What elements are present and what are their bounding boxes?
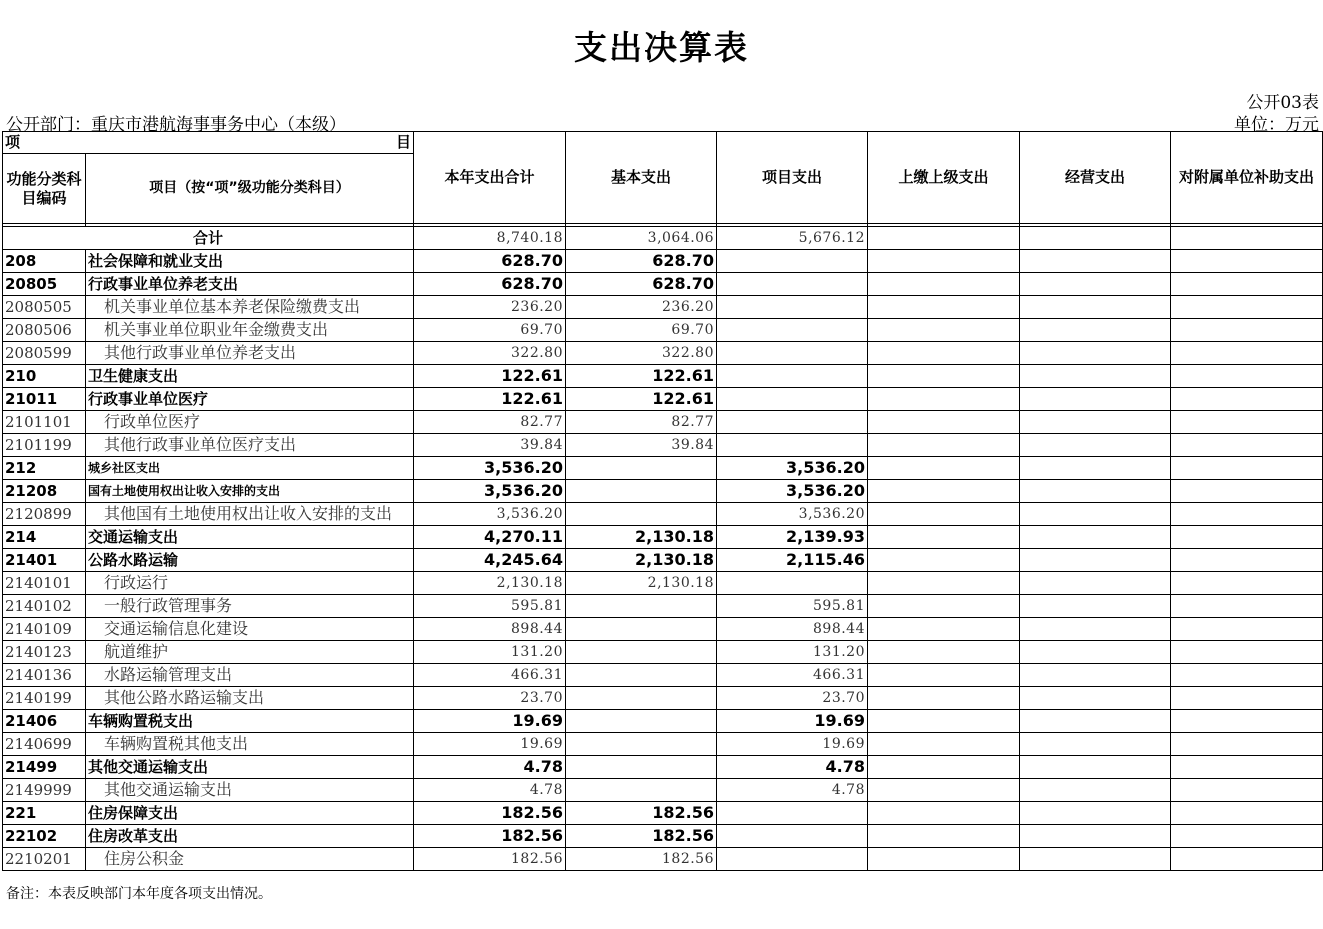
footnote: 备注：本表反映部门本年度各项支出情况。 [6,886,272,902]
row-project [717,388,868,411]
row-project: 595.81 [717,595,868,618]
row-upper [868,480,1020,503]
row-code: 212 [3,457,86,480]
row-upper [868,756,1020,779]
row-total: 19.69 [414,733,566,756]
table-row [3,802,1323,825]
row-project [717,848,868,871]
total-header: 本年支出合计 [414,132,566,224]
row-code: 208 [3,250,86,273]
total-basic: 3,064.06 [566,227,717,250]
row-project: 4.78 [717,779,868,802]
row-code: 22102 [3,825,86,848]
row-code: 21011 [3,388,86,411]
row-upper [868,664,1020,687]
row-name: 机关事业单位基本养老保险缴费支出 [86,296,414,319]
row-project: 19.69 [717,710,868,733]
row-basic: 2,130.18 [566,572,717,595]
row-name: 交通运输支出 [86,526,414,549]
total-business [1020,227,1171,250]
row-basic [566,733,717,756]
table-row [3,572,1323,595]
row-project [717,319,868,342]
row-business [1020,434,1171,457]
row-total: 69.70 [414,319,566,342]
row-basic [566,756,717,779]
row-total: 39.84 [414,434,566,457]
row-code: 2080506 [3,319,86,342]
row-total: 122.61 [414,388,566,411]
row-project [717,273,868,296]
table-row [3,503,1323,526]
row-code: 2140699 [3,733,86,756]
row-total: 898.44 [414,618,566,641]
row-total: 3,536.20 [414,480,566,503]
table-row [3,388,1323,411]
row-code: 2140123 [3,641,86,664]
row-upper [868,411,1020,434]
row-upper [868,526,1020,549]
item-header-left: 项 [5,133,21,151]
row-total: 122.61 [414,365,566,388]
row-basic: 628.70 [566,273,717,296]
row-total: 628.70 [414,273,566,296]
total-total: 8,740.18 [414,227,566,250]
name-header: 项目（按“项”级功能分类科目） [86,154,414,224]
row-basic: 182.56 [566,848,717,871]
row-basic [566,457,717,480]
row-total: 322.80 [414,342,566,365]
row-project: 466.31 [717,664,868,687]
row-business [1020,526,1171,549]
row-basic [566,618,717,641]
row-subsidy [1171,733,1323,756]
row-business [1020,250,1171,273]
row-upper [868,825,1020,848]
row-business [1020,572,1171,595]
row-code: 221 [3,802,86,825]
row-project: 23.70 [717,687,868,710]
row-subsidy [1171,365,1323,388]
row-code: 210 [3,365,86,388]
row-project: 3,536.20 [717,480,868,503]
row-business [1020,342,1171,365]
row-name: 卫生健康支出 [86,365,414,388]
row-code: 214 [3,526,86,549]
table-row [3,365,1323,388]
row-subsidy [1171,480,1323,503]
row-upper [868,641,1020,664]
row-code: 21406 [3,710,86,733]
table-row [3,411,1323,434]
row-subsidy [1171,319,1323,342]
row-name: 其他交通运输支出 [86,779,414,802]
total-subsidy [1171,227,1323,250]
row-total: 4.78 [414,756,566,779]
row-code: 21401 [3,549,86,572]
row-business [1020,664,1171,687]
row-business [1020,480,1171,503]
row-business [1020,319,1171,342]
row-upper [868,434,1020,457]
row-subsidy [1171,825,1323,848]
row-subsidy [1171,710,1323,733]
row-basic [566,503,717,526]
basic-header: 基本支出 [566,132,717,224]
row-basic [566,779,717,802]
row-subsidy [1171,664,1323,687]
row-code: 2101199 [3,434,86,457]
row-business [1020,687,1171,710]
row-basic: 236.20 [566,296,717,319]
table-row [3,549,1323,572]
row-name: 住房改革支出 [86,825,414,848]
row-basic: 122.61 [566,388,717,411]
row-code: 2140101 [3,572,86,595]
row-subsidy [1171,572,1323,595]
table-row [3,319,1323,342]
row-subsidy [1171,503,1323,526]
row-total: 3,536.20 [414,503,566,526]
page-title: 支出决算表 [574,28,749,67]
row-total: 19.69 [414,710,566,733]
row-basic [566,480,717,503]
table-row [3,825,1323,848]
row-subsidy [1171,434,1323,457]
row-subsidy [1171,273,1323,296]
row-name: 社会保障和就业支出 [86,250,414,273]
row-code: 2120899 [3,503,86,526]
row-project [717,365,868,388]
row-code: 2149999 [3,779,86,802]
row-upper [868,342,1020,365]
row-name: 住房公积金 [86,848,414,871]
total-label: 合计 [3,227,414,250]
row-upper [868,457,1020,480]
row-name: 水路运输管理支出 [86,664,414,687]
code-header: 功能分类科目编码 [3,154,86,224]
row-code: 2140109 [3,618,86,641]
row-project: 2,139.93 [717,526,868,549]
row-subsidy [1171,756,1323,779]
row-project [717,434,868,457]
table-row [3,296,1323,319]
table-row [3,664,1323,687]
row-subsidy [1171,779,1323,802]
row-total: 82.77 [414,411,566,434]
row-business [1020,411,1171,434]
row-total: 23.70 [414,687,566,710]
row-business [1020,779,1171,802]
table-row [3,434,1323,457]
table-row [3,710,1323,733]
row-business [1020,365,1171,388]
row-subsidy [1171,641,1323,664]
header-row-1 [3,132,1323,154]
table-row [3,342,1323,365]
row-subsidy [1171,595,1323,618]
table-row [3,250,1323,273]
row-name: 公路水路运输 [86,549,414,572]
row-upper [868,250,1020,273]
row-business [1020,457,1171,480]
row-project [717,825,868,848]
row-name: 其他行政事业单位医疗支出 [86,434,414,457]
table-row [3,457,1323,480]
row-upper [868,848,1020,871]
row-upper [868,273,1020,296]
row-upper [868,710,1020,733]
row-subsidy [1171,802,1323,825]
row-upper [868,319,1020,342]
row-code: 2080599 [3,342,86,365]
row-name: 机关事业单位职业年金缴费支出 [86,319,414,342]
row-upper [868,503,1020,526]
row-name: 航道维护 [86,641,414,664]
row-upper [868,618,1020,641]
row-upper [868,572,1020,595]
table-row [3,595,1323,618]
upper-header: 上缴上级支出 [868,132,1020,224]
row-upper [868,595,1020,618]
row-business [1020,595,1171,618]
row-name: 其他公路水路运输支出 [86,687,414,710]
row-business [1020,296,1171,319]
row-subsidy [1171,618,1323,641]
row-code: 2140136 [3,664,86,687]
row-basic: 2,130.18 [566,526,717,549]
row-business [1020,825,1171,848]
row-name: 车辆购置税支出 [86,710,414,733]
row-code: 20805 [3,273,86,296]
unit-label: 单位：万元 [1234,115,1319,135]
table-row [3,687,1323,710]
row-basic: 39.84 [566,434,717,457]
row-name: 其他行政事业单位养老支出 [86,342,414,365]
form-number: 公开03表 [1246,93,1319,113]
row-business [1020,802,1171,825]
row-project: 2,115.46 [717,549,868,572]
total-row [3,227,1323,250]
row-project [717,411,868,434]
table-row [3,756,1323,779]
expenditure-table [2,131,1323,871]
row-project: 3,536.20 [717,503,868,526]
row-total: 131.20 [414,641,566,664]
department-label: 公开部门：重庆市港航海事事务中心（本级） [6,115,346,135]
row-business [1020,756,1171,779]
row-code: 2101101 [3,411,86,434]
row-upper [868,365,1020,388]
table-row [3,733,1323,756]
row-name: 住房保障支出 [86,802,414,825]
table-row [3,641,1323,664]
row-business [1020,733,1171,756]
row-project [717,250,868,273]
subsidy-header: 对附属单位补助支出 [1171,132,1323,224]
row-basic: 2,130.18 [566,549,717,572]
row-business [1020,549,1171,572]
row-total: 3,536.20 [414,457,566,480]
row-project: 4.78 [717,756,868,779]
row-basic: 122.61 [566,365,717,388]
total-upper [868,227,1020,250]
row-name: 一般行政管理事务 [86,595,414,618]
table-row [3,618,1323,641]
row-name: 国有土地使用权出让收入安排的支出 [86,480,414,503]
row-business [1020,848,1171,871]
row-code: 21499 [3,756,86,779]
row-total: 4.78 [414,779,566,802]
row-basic [566,641,717,664]
row-upper [868,296,1020,319]
row-project: 898.44 [717,618,868,641]
item-header [3,132,414,154]
row-subsidy [1171,388,1323,411]
row-subsidy [1171,411,1323,434]
table-row [3,273,1323,296]
row-basic [566,710,717,733]
row-name: 行政运行 [86,572,414,595]
row-basic: 82.77 [566,411,717,434]
row-business [1020,273,1171,296]
row-code: 2140199 [3,687,86,710]
row-basic: 322.80 [566,342,717,365]
row-business [1020,641,1171,664]
row-basic: 69.70 [566,319,717,342]
row-project: 131.20 [717,641,868,664]
row-project: 19.69 [717,733,868,756]
row-code: 2210201 [3,848,86,871]
row-project [717,802,868,825]
business-header: 经营支出 [1020,132,1171,224]
row-total: 4,270.11 [414,526,566,549]
row-project [717,296,868,319]
item-header-right: 目 [395,133,411,151]
table-row [3,526,1323,549]
row-total: 182.56 [414,802,566,825]
row-upper [868,549,1020,572]
row-basic [566,664,717,687]
row-name: 其他国有土地使用权出让收入安排的支出 [86,503,414,526]
row-basic [566,687,717,710]
row-subsidy [1171,549,1323,572]
row-subsidy [1171,848,1323,871]
row-business [1020,710,1171,733]
row-total: 628.70 [414,250,566,273]
row-basic: 182.56 [566,825,717,848]
row-subsidy [1171,457,1323,480]
table-row [3,848,1323,871]
row-upper [868,779,1020,802]
row-name: 行政单位医疗 [86,411,414,434]
row-project: 3,536.20 [717,457,868,480]
row-project [717,342,868,365]
row-project [717,572,868,595]
row-business [1020,618,1171,641]
row-basic: 628.70 [566,250,717,273]
row-business [1020,388,1171,411]
row-name: 行政事业单位医疗 [86,388,414,411]
row-total: 2,130.18 [414,572,566,595]
row-upper [868,802,1020,825]
row-total: 595.81 [414,595,566,618]
row-total: 466.31 [414,664,566,687]
row-total: 4,245.64 [414,549,566,572]
row-total: 182.56 [414,825,566,848]
row-subsidy [1171,296,1323,319]
table-row [3,779,1323,802]
row-business [1020,503,1171,526]
project-header: 项目支出 [717,132,868,224]
row-basic [566,595,717,618]
total-project: 5,676.12 [717,227,868,250]
row-name: 其他交通运输支出 [86,756,414,779]
table-row [3,480,1323,503]
row-subsidy [1171,687,1323,710]
row-name: 行政事业单位养老支出 [86,273,414,296]
row-name: 交通运输信息化建设 [86,618,414,641]
row-basic: 182.56 [566,802,717,825]
row-subsidy [1171,342,1323,365]
row-upper [868,388,1020,411]
row-upper [868,687,1020,710]
row-name: 城乡社区支出 [86,457,414,480]
row-total: 236.20 [414,296,566,319]
row-upper [868,733,1020,756]
row-name: 车辆购置税其他支出 [86,733,414,756]
row-subsidy [1171,526,1323,549]
row-code: 21208 [3,480,86,503]
row-subsidy [1171,250,1323,273]
row-total: 182.56 [414,848,566,871]
row-code: 2140102 [3,595,86,618]
row-code: 2080505 [3,296,86,319]
